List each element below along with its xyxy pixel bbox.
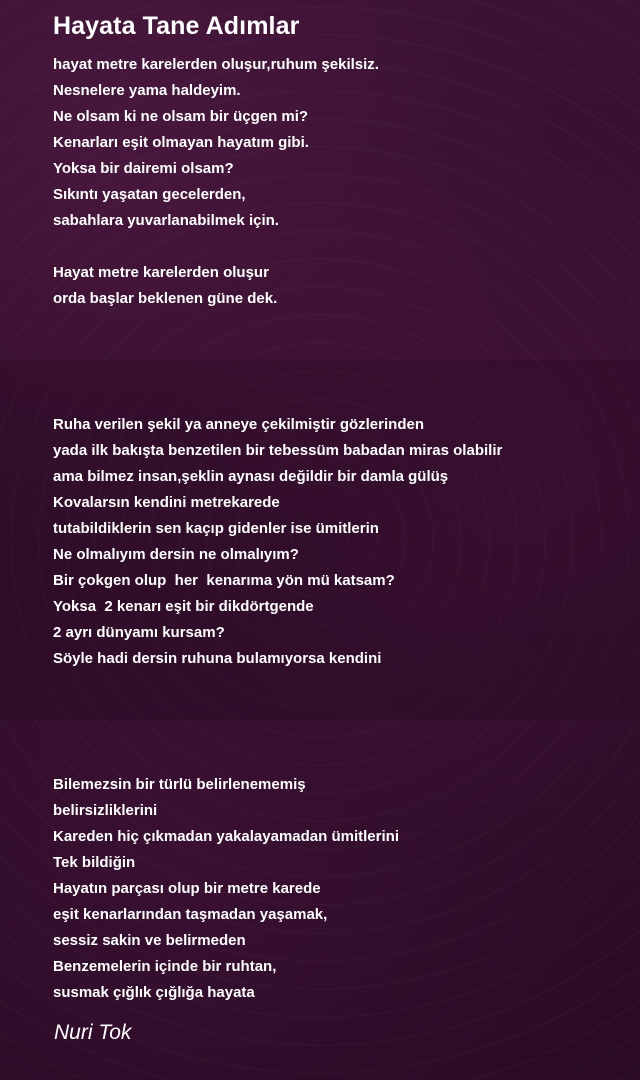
poem-line: Tek bildiğin: [53, 854, 136, 871]
poem-line: Benzemelerin içinde bir ruhtan,: [53, 958, 277, 975]
poem-line: Hayat metre karelerden oluşur: [53, 264, 269, 281]
poem-line: Hayatın parçası olup bir metre karede: [53, 880, 321, 897]
poem-line: Ne olsam ki ne olsam bir üçgen mi?: [53, 108, 309, 125]
poem-line: eşit kenarlarından taşmadan yaşamak,: [53, 906, 328, 923]
poem-line: susmak çığlık çığlığa hayata: [53, 984, 255, 1001]
poem-line: Yoksa 2 kenarı eşit bir dikdörtgende: [53, 598, 314, 615]
poem-line: 2 ayrı dünyamı kursam?: [53, 624, 225, 641]
poem-line: Söyle hadi dersin ruhuna bulamıyorsa kendini: [53, 650, 382, 667]
stanza-1: [53, 52, 379, 234]
poem-line: yada ilk bakışta benzetilen bir tebessüm babadan miras olabilir: [53, 442, 503, 459]
poem-line: belirsizliklerini: [53, 802, 158, 819]
poem-line: Nesnelere yama haldeyim.: [53, 82, 241, 99]
poem-line: Kenarları eşit olmayan hayatım gibi.: [53, 134, 309, 151]
poem-line: tutabildiklerin sen kaçıp gidenler ise ümitlerin: [53, 520, 379, 537]
poem-line: Bir çokgen olup her kenarıma yön mü katsam?: [53, 572, 395, 589]
poem-line: ama bilmez insan,şeklin aynası değildir bir damla gülüş: [53, 468, 449, 485]
poem-line: Yoksa bir dairemi olsam?: [53, 160, 234, 177]
poem-line: hayat metre karelerden oluşur,ruhum şekilsiz.: [53, 56, 379, 73]
poem-line: Ne olmalıyım dersin ne olmalıyım?: [53, 546, 299, 563]
poem-line: Bilemezsin bir türlü belirlenememiş: [53, 776, 306, 793]
poem-line: sabahlara yuvarlanabilmek için.: [53, 212, 279, 229]
poem-line: Kovalarsın kendini metrekarede: [53, 494, 280, 511]
stanza-4: [53, 772, 399, 1006]
stanza-3: [53, 412, 502, 672]
poem-line: Sıkıntı yaşatan gecelerden,: [53, 186, 246, 203]
poem-title: Hayata Tane Adımlar: [53, 12, 300, 40]
poem-line: Ruha verilen şekil ya anneye çekilmiştir gözlerinden: [53, 416, 424, 433]
poem-line: orda başlar beklenen güne dek.: [53, 290, 278, 307]
poem-line: sessiz sakin ve belirmeden: [53, 932, 246, 949]
stanza-2: [53, 260, 277, 312]
poem-author: Nuri Tok: [54, 1021, 132, 1044]
poem-line: Kareden hiç çıkmadan yakalayamadan ümitlerini: [53, 828, 399, 845]
